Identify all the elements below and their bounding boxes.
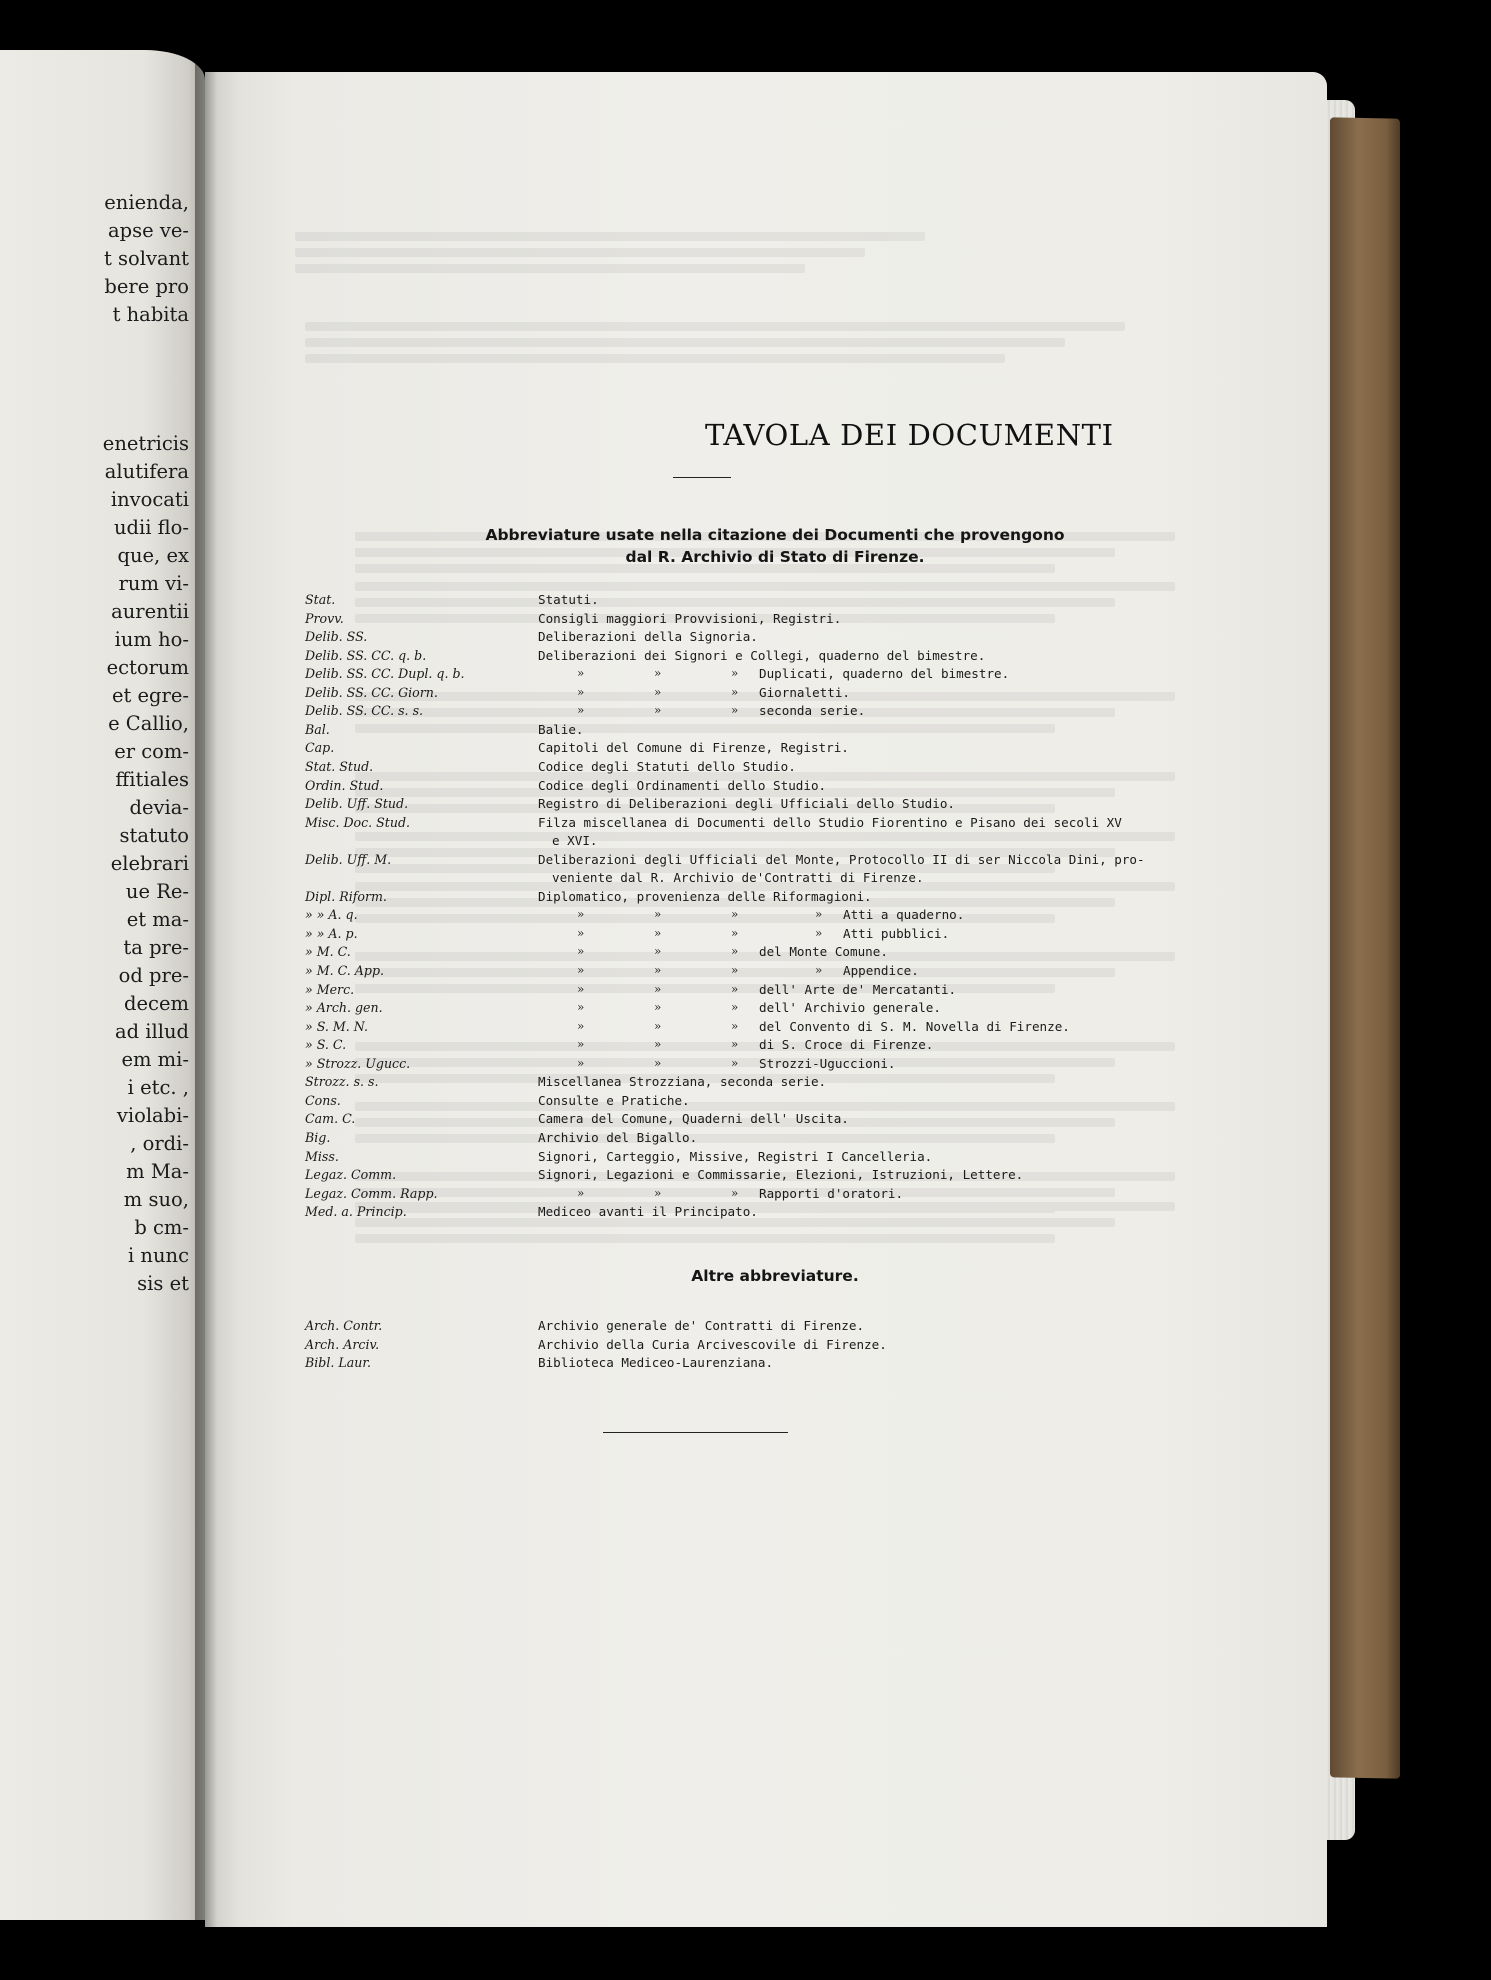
entry-description: Balie. — [538, 721, 584, 737]
left-page-line: elebrari — [110, 852, 189, 875]
ditto-mark: » — [654, 703, 662, 718]
ditto-mark: » — [654, 684, 662, 699]
entry-abbreviation: Delib. SS. CC. s. s. — [305, 703, 424, 719]
other-entry-description: Archivio della Curia Arcivescovile di Firenze. — [538, 1336, 887, 1352]
entry-abbreviation: Legaz. Comm. — [305, 1167, 397, 1183]
entry-description: Deliberazioni della Signoria. — [538, 629, 758, 645]
other-entry-abbreviation: Arch. Contr. — [305, 1318, 383, 1333]
left-page-line: rum vi- — [118, 572, 189, 595]
bleed-through-line — [355, 724, 1055, 733]
entry-description: Codice degli Statuti dello Studio. — [538, 758, 796, 774]
ditto-mark: » — [577, 1185, 585, 1200]
ditto-mark: » — [577, 907, 585, 922]
entry-abbreviation: Cam. C. — [305, 1111, 356, 1127]
section-heading-line1: Abbreviature usate nella citazione dei Documenti che provengono — [485, 526, 1065, 544]
other-entry-abbreviation: Bibl. Laur. — [305, 1355, 371, 1371]
left-page-line: ad illud — [114, 1020, 189, 1043]
left-page-line: od pre- — [118, 964, 189, 987]
entry-description: dell' Archivio generale. — [759, 1000, 941, 1016]
bleed-through-line — [295, 248, 865, 257]
left-page-line: apse ve- — [108, 219, 189, 242]
ditto-mark: » — [654, 1000, 662, 1015]
entry-description: Camera del Comune, Quaderni dell' Uscita. — [538, 1111, 849, 1127]
entry-abbreviation: Cap. — [305, 740, 335, 756]
ditto-mark: » — [731, 1000, 739, 1015]
entry-abbreviation: Delib. SS. CC. q. b. — [305, 647, 427, 663]
bleed-through-line — [295, 264, 805, 273]
entry-description: dell' Arte de' Mercatanti. — [759, 981, 957, 997]
entry-description: Mediceo avanti il Principato. — [538, 1204, 758, 1220]
left-page-line: ue Re- — [125, 880, 189, 903]
bleed-through-line — [355, 832, 1175, 841]
left-page-line: i nunc — [127, 1244, 189, 1267]
left-page-line: t habita — [112, 303, 189, 326]
ditto-mark: » — [577, 684, 585, 699]
entry-abbreviation: » Merc. — [305, 981, 355, 997]
entry-description: Deliberazioni degli Ufficiali del Monte, Protocollo II di ser Niccola Dini, pro- — [538, 851, 1145, 867]
ditto-mark: » — [731, 666, 739, 681]
entry-description: Filza miscellanea di Documenti dello Studio Fiorentino e Pisano dei secoli XV — [538, 814, 1122, 830]
ditto-mark: » — [731, 963, 739, 977]
left-page-line: m suo, — [123, 1188, 189, 1211]
ditto-mark: » — [654, 925, 662, 940]
other-entry-description: Archivio generale de' Contratti di Firenze. — [538, 1318, 865, 1333]
entry-description: Atti a quaderno. — [843, 907, 965, 923]
page-title: TAVOLA DEI DOCUMENTI — [705, 418, 1114, 452]
right-page — [205, 72, 1327, 1927]
entry-abbreviation: Delib. Uff. M. — [305, 851, 392, 867]
entry-abbreviation: Miss. — [305, 1148, 339, 1164]
left-page-line: invocati — [110, 488, 189, 511]
left-page-line: i etc. , — [127, 1076, 189, 1099]
entry-description: Capitoli del Comune di Firenze, Registri. — [538, 740, 849, 756]
left-page-line: udii flo- — [113, 516, 189, 539]
gutter-shadow — [195, 60, 217, 1930]
ditto-mark: » — [577, 981, 585, 996]
title-rule — [673, 477, 731, 478]
entry-description: Signori, Legazioni e Commissarie, Elezioni, Istruzioni, Lettere. — [538, 1167, 1024, 1183]
left-page-line: m Ma- — [126, 1160, 189, 1183]
entry-abbreviation: Bal. — [305, 721, 330, 737]
entry-description: del Convento di S. M. Novella di Firenze. — [759, 1018, 1070, 1034]
left-page-line: em mi- — [121, 1048, 189, 1071]
left-page-line: er com- — [114, 740, 189, 763]
book-cover-board — [1330, 117, 1400, 1778]
entry-description: Deliberazioni dei Signori e Collegi, quaderno del bimestre. — [538, 647, 986, 663]
bleed-through-line — [355, 1218, 1115, 1227]
entry-abbreviation: Cons. — [305, 1092, 341, 1108]
entry-description: Codice degli Ordinamenti dello Studio. — [538, 777, 827, 793]
entry-abbreviation: » M. C. App. — [305, 963, 385, 978]
entry-abbreviation: Misc. Doc. Stud. — [305, 814, 411, 830]
left-page-line: enienda, — [104, 191, 189, 214]
entry-description: Giornaletti. — [759, 684, 850, 700]
bleed-through-line — [355, 1202, 1175, 1211]
entry-abbreviation: Delib. SS. CC. Dupl. q. b. — [305, 666, 465, 682]
ditto-mark: » — [731, 907, 739, 922]
ditto-mark: » — [815, 963, 823, 977]
ditto-mark: » — [577, 925, 585, 940]
ditto-mark: » — [815, 925, 823, 940]
entry-description-continued: veniente dal R. Archivio de'Contratti di Firenze. — [552, 870, 924, 886]
left-page-line: ium ho- — [114, 628, 189, 651]
entry-description: seconda serie. — [759, 703, 866, 719]
ditto-mark: » — [577, 1000, 585, 1015]
left-page-line: enetricis — [102, 432, 189, 455]
left-page-line: t solvant — [103, 247, 189, 270]
entry-description: Registro di Deliberazioni degli Ufficiali dello Studio. — [538, 796, 956, 812]
entry-description: Strozzi-Uguccioni. — [759, 1055, 896, 1071]
left-page-line: violabi- — [116, 1104, 189, 1127]
bleed-through-line — [355, 1134, 1055, 1143]
entry-abbreviation: Delib. SS. — [305, 629, 368, 645]
bleed-through-line — [355, 1234, 1055, 1243]
ditto-mark: » — [731, 981, 739, 996]
ditto-mark: » — [731, 1185, 739, 1200]
entry-description: Statuti. — [538, 592, 599, 607]
bleed-through-line — [305, 354, 1005, 363]
bleed-through-line — [355, 582, 1175, 591]
entry-abbreviation: Delib. SS. CC. Giorn. — [305, 684, 438, 700]
left-page-line: , ordi- — [130, 1132, 189, 1155]
entry-abbreviation: » Strozz. Ugucc. — [305, 1055, 411, 1071]
left-page — [0, 50, 205, 1920]
ditto-mark: » — [577, 1037, 585, 1052]
entry-abbreviation: » S. M. N. — [305, 1018, 369, 1034]
ditto-mark: » — [577, 703, 585, 718]
left-page-line: decem — [124, 992, 189, 1015]
ditto-mark: » — [577, 666, 585, 681]
ditto-mark: » — [654, 1018, 662, 1033]
left-page-line: sis et — [137, 1272, 189, 1295]
ditto-mark: » — [731, 1037, 739, 1052]
entry-abbreviation: Stat. Stud. — [305, 758, 374, 774]
left-page-line: b cm- — [134, 1216, 189, 1239]
entry-abbreviation: Delib. Uff. Stud. — [305, 796, 409, 812]
ditto-mark: » — [731, 944, 739, 959]
left-page-line: aurentii — [111, 600, 189, 623]
bleed-through-line — [355, 598, 1115, 607]
entry-description: Consigli maggiori Provvisioni, Registri. — [538, 610, 842, 626]
other-entry-description: Biblioteca Mediceo-Laurenziana. — [538, 1355, 774, 1371]
entry-abbreviation: » S. C. — [305, 1037, 347, 1053]
ditto-mark: » — [577, 1055, 585, 1070]
entry-abbreviation: Legaz. Comm. Rapp. — [305, 1185, 438, 1201]
ditto-mark: » — [731, 703, 739, 718]
bleed-through-line — [295, 232, 925, 241]
entry-description: Duplicati, quaderno del bimestre. — [759, 666, 1010, 682]
entry-description: Diplomatico, provenienza delle Riformagioni. — [538, 888, 872, 904]
entry-abbreviation: Med. a. Princip. — [305, 1204, 407, 1220]
entry-description: Consulte e Pratiche. — [538, 1092, 690, 1108]
entry-abbreviation: Ordin. Stud. — [305, 777, 384, 793]
left-page-line: e Callio, — [108, 712, 189, 735]
bleed-through-line — [305, 338, 1065, 347]
ditto-mark: » — [577, 1018, 585, 1033]
entry-description: del Monte Comune. — [759, 944, 888, 960]
entry-description: Miscellanea Strozziana, seconda serie. — [538, 1074, 827, 1090]
left-page-line: que, ex — [117, 544, 189, 567]
closing-rule — [603, 1432, 788, 1433]
bleed-through-line — [355, 1102, 1175, 1111]
ditto-mark: » — [731, 925, 739, 940]
entry-description: di S. Croce di Firenze. — [759, 1037, 934, 1053]
left-page-line: devia- — [129, 796, 189, 819]
ditto-mark: » — [654, 981, 662, 996]
entry-abbreviation: » » A. q. — [305, 907, 358, 923]
left-page-line: ta pre- — [123, 936, 189, 959]
ditto-mark: » — [731, 684, 739, 699]
ditto-mark: » — [577, 944, 585, 959]
section-heading-other: Altre abbreviature. — [691, 1267, 859, 1285]
left-page-line: alutifera — [104, 460, 189, 483]
ditto-mark: » — [654, 666, 662, 681]
ditto-mark: » — [654, 963, 662, 977]
ditto-mark: » — [654, 944, 662, 959]
entry-abbreviation: Big. — [305, 1129, 331, 1145]
entry-abbreviation: Provv. — [305, 610, 344, 626]
ditto-mark: » — [654, 907, 662, 922]
entry-description: Signori, Carteggio, Missive, Registri I Cancelleria. — [538, 1148, 933, 1164]
left-page-line: bere pro — [104, 275, 189, 298]
entry-abbreviation: Strozz. s. s. — [305, 1074, 379, 1090]
entry-description: Appendice. — [843, 963, 919, 978]
ditto-mark: » — [815, 907, 823, 922]
entry-abbreviation: » Arch. gen. — [305, 1000, 383, 1016]
entry-description: Atti pubblici. — [843, 925, 950, 941]
ditto-mark: » — [577, 963, 585, 977]
left-page-line: ffitiales — [115, 768, 189, 791]
ditto-mark: » — [654, 1185, 662, 1200]
ditto-mark: » — [731, 1018, 739, 1033]
entry-description: Rapporti d'oratori. — [759, 1185, 904, 1201]
entry-abbreviation: » M. C. — [305, 944, 351, 960]
left-page-line: et ma- — [126, 908, 189, 931]
ditto-mark: » — [654, 1037, 662, 1052]
other-entry-abbreviation: Arch. Arciv. — [305, 1336, 380, 1352]
bleed-through-line — [305, 322, 1125, 331]
ditto-mark: » — [731, 1055, 739, 1070]
left-page-line: ectorum — [106, 656, 189, 679]
ditto-mark: » — [654, 1055, 662, 1070]
section-heading-line2: dal R. Archivio di Stato di Firenze. — [625, 548, 925, 566]
left-page-line: et egre- — [111, 684, 189, 707]
entry-description: Archivio del Bigallo. — [538, 1129, 698, 1145]
left-page-line: statuto — [119, 824, 189, 847]
entry-abbreviation: » » A. p. — [305, 925, 358, 941]
entry-abbreviation: Dipl. Riform. — [305, 888, 387, 904]
entry-abbreviation: Stat. — [305, 592, 336, 607]
entry-description-continued: e XVI. — [552, 833, 598, 849]
